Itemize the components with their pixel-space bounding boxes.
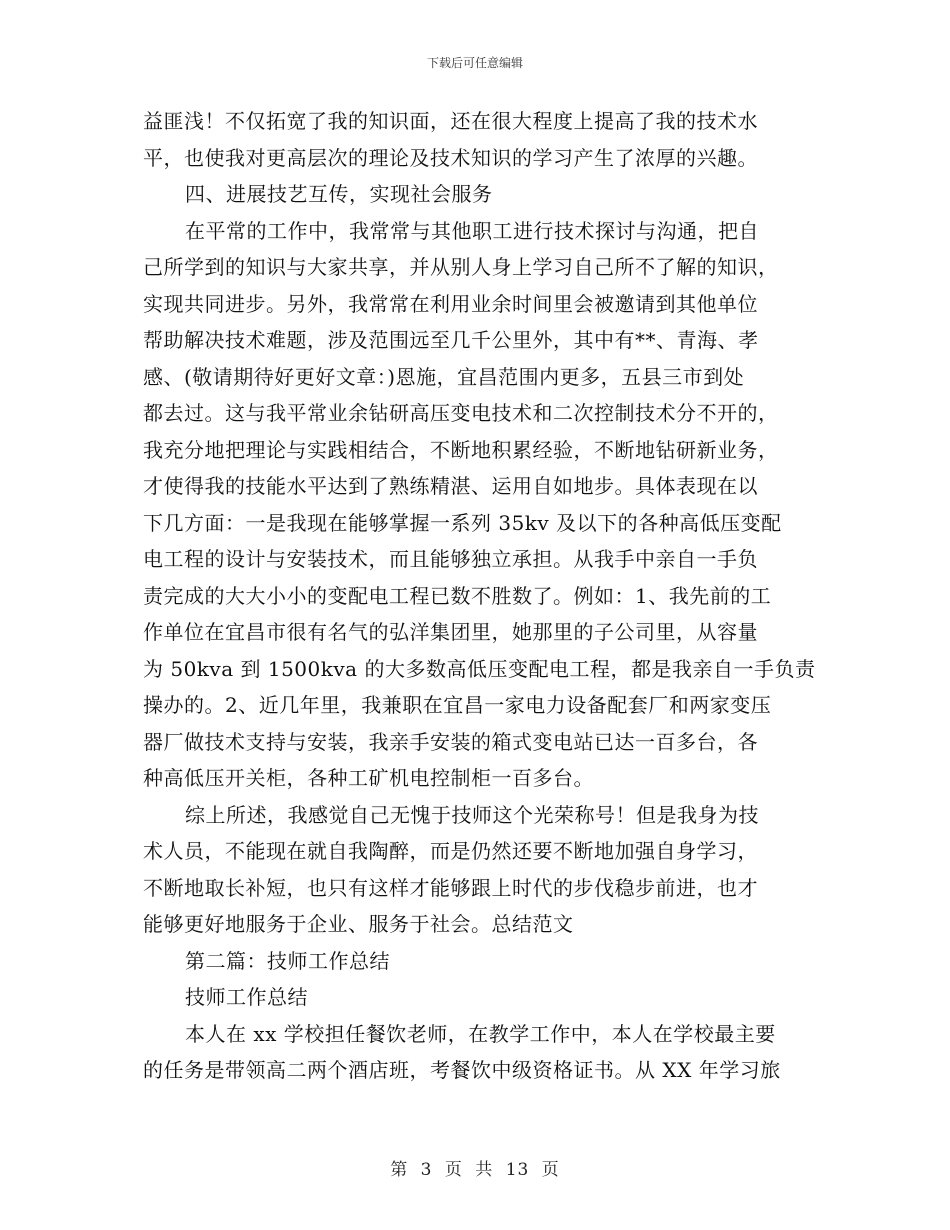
text-line: 本人在 xx 学校担任餐饮老师，在教学工作中，本人在学校最主要 <box>185 1021 776 1046</box>
footer-total-prefix: 共 <box>475 1160 494 1180</box>
text-line: 实现共同进步。另外，我常常在利用业余时间里会被邀请到其他单位 <box>143 291 758 316</box>
text-line: 才使得我的技能水平达到了熟练精湛、运用自如地步。具体表现在以 <box>143 474 758 498</box>
section-title: 技师工作总结 <box>185 985 308 1009</box>
section-heading: 第二篇：技师工作总结 <box>185 948 390 973</box>
text-line: 术人员，不能现在就自我陶醉，而是仍然还要不断地加强自身学习， <box>143 839 758 863</box>
text-line: 作单位在宜昌市很有名气的弘洋集团里，她那里的子公司里，从容量 <box>143 620 758 644</box>
text-line: 都去过。这与我平常业余钻研高压变电技术和二次控制技术分不开的， <box>143 401 779 425</box>
section-heading: 四、进展技艺互传，实现社会服务 <box>185 182 493 206</box>
text-line: 在平常的工作中，我常常与其他职工进行技术探讨与沟通，把自 <box>185 218 759 243</box>
page-footer <box>0 1155 950 1180</box>
text-line: 益匪浅！不仅拓宽了我的知识面，还在很大程度上提高了我的技术水 <box>143 109 758 133</box>
text-line: 感、(敬请期待好更好文章：)恩施，宜昌范围内更多，五县三市到处 <box>143 364 745 389</box>
footer-middle: 页 <box>444 1160 463 1180</box>
text-line: 操办的。2、近几年里，我兼职在宜昌一家电力设备配套厂和两家变压 <box>143 693 772 717</box>
current-page-number: 3 <box>420 1160 433 1180</box>
text-line: 综上所述，我感觉自己无愧于技师这个光荣称号！但是我身为技 <box>185 802 759 827</box>
text-line: 种高低压开关柜，各种工矿机电控制柜一百多台。 <box>143 766 594 790</box>
text-line: 我充分地把理论与实践相结合，不断地积累经验，不断地钻研新业务， <box>143 437 779 462</box>
text-line: 器厂做技术支持与安装，我亲手安装的箱式变电站已达一百多台，各 <box>143 729 758 754</box>
document-body <box>143 103 816 1089</box>
text-line: 为 50kva 到 1500kva 的大多数高低压变配电工程，都是我亲自一手负责 <box>143 656 816 681</box>
total-page-count: 13 <box>505 1160 530 1180</box>
text-line: 下几方面：一是我现在能够掌握一系列 35kv 及以下的各种高低压变配 <box>143 510 782 535</box>
text-line: 电工程的设计与安装技术，而且能够独立承担。从我手中亲自一手负 <box>143 547 758 571</box>
text-line: 责完成的大大小小的变配电工程已数不胜数了。例如：1、我先前的工 <box>143 583 772 608</box>
text-line: 己所学到的知识与大家共享，并从别人身上学习自己所不了解的知识， <box>143 255 779 279</box>
text-line: 帮助解决技术难题，涉及范围远至几千公里外，其中有**、青海、孝 <box>143 328 759 352</box>
text-line: 能够更好地服务于企业、服务于社会。总结范文 <box>143 912 574 936</box>
text-line: 不断地取长补短，也只有这样才能够跟上时代的步伐稳步前进，也才 <box>143 875 758 900</box>
footer-suffix: 页 <box>541 1160 560 1180</box>
page-header: 下载后可任意编辑 <box>426 56 523 70</box>
text-line: 的任务是带领高二两个酒店班，考餐饮中级资格证书。从 XX 年学习旅 <box>143 1058 781 1082</box>
footer-prefix: 第 <box>390 1160 409 1180</box>
text-line: 平，也使我对更高层次的理论及技术知识的学习产生了浓厚的兴趣。 <box>143 145 758 170</box>
